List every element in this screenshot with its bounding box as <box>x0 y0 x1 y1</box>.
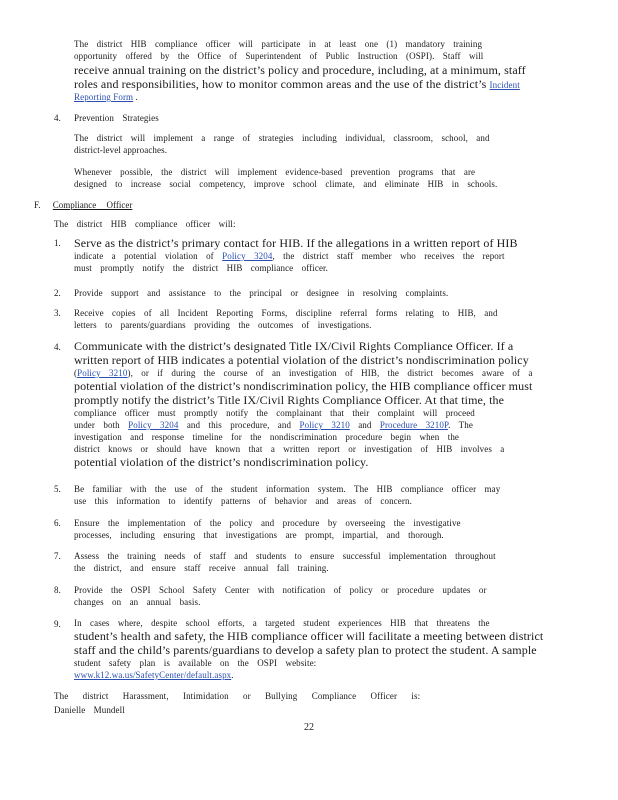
item-4-line-6: compliance officer must promptly notify the complainant that their complaint will proceed <box>74 408 475 418</box>
section-4-paragraph-1 <box>74 132 574 156</box>
item-3-text <box>74 307 574 331</box>
section-4-p1-line-1: The district will implement a range of strategies including individual, classroom, school, and <box>74 133 490 143</box>
item-8-line-1: Provide the OSPI School Safety Center with notification of policy or procedure updates or <box>74 585 487 595</box>
item-4-line-9: district knows or should have known that a written report or investigation of HIB involves a <box>74 444 505 454</box>
item-4-text: Communicate with the district’s designated Title IX/Civil Rights Compliance Officer. If a written report of HIB indicates a potential violation of the district’s nondiscrimination policy (Policy 3210), or if during the course of an investigation of HIB, the district becomes aware of a potential violation of the district’s nondiscrimination policy, the HIB compliance officer must promptly notify the district’s Title IX/Civil Rights Compliance Officer. At that time, the compliance officer must promptly notify the complainant that their complaint will proceed under both Policy 3204 and this procedure, and Policy 3210 and Procedure 3210P. The investigation and response timeline for the nondiscrimination procedure begin when the district knows or should have known that a written report or investigation of HIB involves a potential violation of the district’s nondiscrimination policy. <box>74 339 574 469</box>
item-8-number: 8. <box>54 585 61 595</box>
item-5-line-2: use this information to identify patterns of behavior and areas of concern. <box>74 496 412 506</box>
section-4-paragraph-2 <box>74 166 574 190</box>
item-8-line-2: changes on an annual basis. <box>74 597 201 607</box>
item-4-line-7b: and this procedure, and <box>186 420 292 430</box>
section-f-title: Compliance Officer <box>52 200 133 210</box>
section-4-p2-line-2: designed to increase social competency, improve school climate, and eliminate HIB in schools. <box>74 179 498 189</box>
intro-line-5 <box>74 91 574 103</box>
intro-paragraph <box>74 38 574 103</box>
intro-line-5-end: . <box>135 92 138 102</box>
item-4-line-7a: under both <box>74 420 120 430</box>
item-4-line-3b: ), or if during the course of an investigation of HIB, the district becomes aware of a <box>127 368 533 378</box>
section-f-letter: F. <box>34 200 41 210</box>
procedure-3210p-link[interactable]: Procedure 3210P <box>379 420 449 430</box>
policy-3210-link-1[interactable]: Policy 3210 <box>77 368 128 378</box>
intro-line-1: The district HIB compliance officer will participate in at least one (1) mandatory training <box>74 39 483 49</box>
item-6-text <box>74 517 574 541</box>
item-4-line-8: investigation and response timeline for the nondiscrimination procedure begin when the <box>74 432 460 442</box>
policy-3204-link-2[interactable]: Policy 3204 <box>128 420 179 430</box>
item-2-text: Provide support and assistance to the principal or designee in resolving complaints. <box>74 288 449 298</box>
item-9-line-4: student safety plan is available on the OSPI website: <box>74 658 317 668</box>
intro-line-4 <box>74 77 574 91</box>
item-6-line-2: processes, including ensuring that investigations are prompt, impartial, and thorough. <box>74 530 444 540</box>
section-4-number: 4. <box>54 113 61 123</box>
page-number: 22 <box>304 722 314 733</box>
section-f-intro: The district HIB compliance officer will: <box>54 219 236 229</box>
reporting-form-link[interactable]: Reporting Form <box>74 92 134 102</box>
item-3-number: 3. <box>54 308 61 318</box>
item-3-line-1: Receive copies of all Incident Reporting Forms, discipline referral forms relating to HIB, and <box>74 308 498 318</box>
policy-3204-link[interactable]: Policy 3204 <box>222 251 273 261</box>
item-7-line-2: the district, and ensure staff receive annual fall training. <box>74 563 329 573</box>
item-9-number: 9. <box>54 619 61 629</box>
item-9-text <box>74 617 574 681</box>
item-9-line-1: In cases where, despite school efforts, a targeted student experiences HIB that threatens the <box>74 618 490 628</box>
item-7-line-1: Assess the training needs of staff and students to ensure successful implementation throughout <box>74 551 496 561</box>
item-1-line-2b: , the district staff member who receives the report <box>272 251 505 261</box>
compliance-officer-statement: The district Harassment, Intimidation or Bullying Compliance Officer is: <box>54 691 421 701</box>
item-7-text <box>74 550 574 574</box>
item-4-line-1: Communicate with the district’s designated Title IX/Civil Rights Compliance Officer. If a <box>74 339 514 353</box>
item-6-line-1: Ensure the implementation of the policy and procedure by overseeing the investigative <box>74 518 461 528</box>
item-5-number: 5. <box>54 484 61 494</box>
item-9-line-3: staff and the child’s parents/guardians to develop a safety plan to protect the student. A sample <box>74 643 537 657</box>
item-1-line-3: must promptly notify the district HIB compliance officer. <box>74 263 328 273</box>
incident-link[interactable]: Incident <box>489 80 520 90</box>
item-4-number: 4. <box>54 342 61 352</box>
section-f-heading <box>34 199 132 211</box>
item-6-number: 6. <box>54 518 61 528</box>
intro-line-2: opportunity offered by the Office of Superintendent of Public Instruction (OSPI). Staff will <box>74 51 484 61</box>
item-1-line-1: Serve as the district’s primary contact for HIB. If the allegations in a written report of HIB <box>74 236 518 250</box>
item-2-number: 2. <box>54 288 61 298</box>
item-3-line-2: letters to parents/guardians providing the outcomes of investigations. <box>74 320 372 330</box>
item-9-line-2: student’s health and safety, the HIB compliance officer will facilitate a meeting between district <box>74 629 544 643</box>
section-4-p1-line-2: district-level approaches. <box>74 145 168 155</box>
item-1-text <box>74 236 574 274</box>
item-4-line-5: promptly notify the district’s Title IX/Civil Rights Compliance Officer. At that time, the <box>74 393 505 407</box>
item-4-line-4: potential violation of the district’s nondiscrimination policy, the HIB compliance officer must <box>74 379 533 393</box>
item-4-line-7c: and <box>358 420 372 430</box>
compliance-officer-name: Danielle Mundell <box>54 705 125 715</box>
item-8-text <box>74 584 574 608</box>
item-7-number: 7. <box>54 551 61 561</box>
ospi-safety-center-link[interactable]: www.k12.wa.us/SafetyCenter/default.aspx <box>74 670 232 680</box>
item-4-line-10: potential violation of the district’s nondiscrimination policy. <box>74 455 369 469</box>
item-9-line-5-end: . <box>231 670 234 680</box>
item-1-number: 1. <box>54 238 61 248</box>
item-4-line-7d: . The <box>448 420 473 430</box>
intro-line-3: receive annual training on the district’s policy and procedure, including, at a minimum, staff <box>74 63 526 77</box>
item-1-line-2a: indicate a potential violation of <box>74 251 214 261</box>
section-4-title: Prevention Strategies <box>74 113 159 123</box>
policy-3210-link-2[interactable]: Policy 3210 <box>299 420 350 430</box>
item-5-line-1: Be familiar with the use of the student information system. The HIB compliance officer may <box>74 484 501 494</box>
section-4-p2-line-1: Whenever possible, the district will implement evidence-based prevention programs that are <box>74 167 476 177</box>
item-4-line-2: written report of HIB indicates a potential violation of the district’s nondiscrimination policy <box>74 353 529 367</box>
item-5-text <box>74 483 574 507</box>
intro-line-4-text: roles and responsibilities, how to monitor common areas and the use of the district’s <box>74 77 487 91</box>
